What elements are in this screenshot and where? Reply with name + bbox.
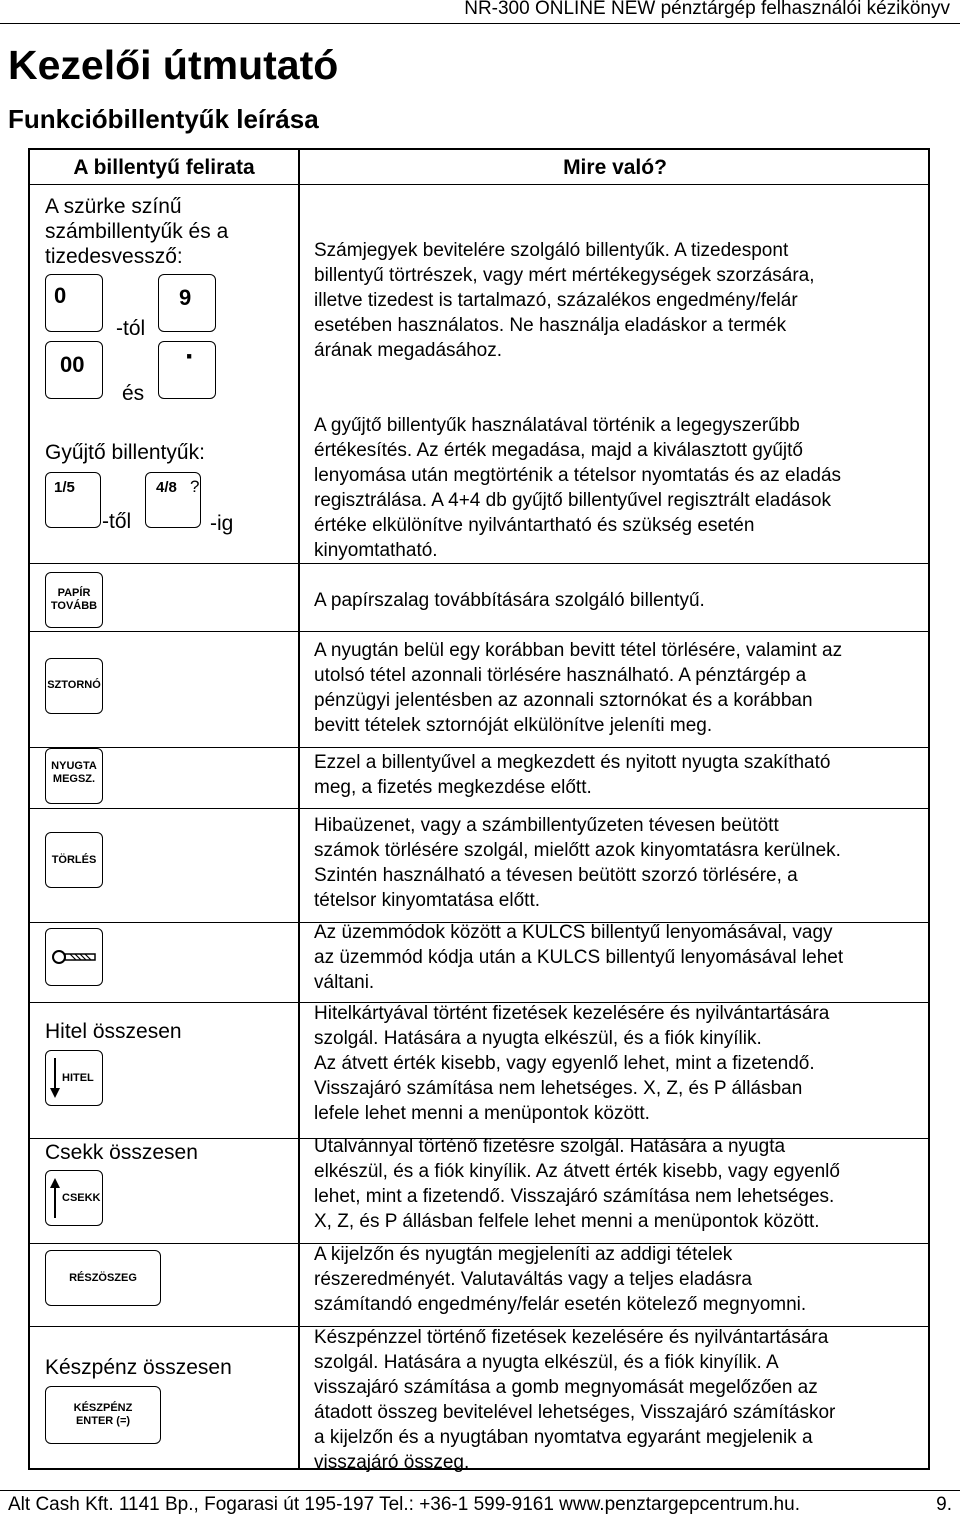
desc-line: számítandó engedmény/felár esetén kötelező megnyomni. — [314, 1294, 807, 1315]
key-9: 9 — [158, 274, 216, 332]
desc-line: elkészül, és a fiók kinyílik. Az átvett érték kisebb, vagy egyenlő — [314, 1161, 840, 1182]
footer-rule — [0, 1490, 960, 1491]
desc-line: Hibaüzenet, vagy a számbillentyűzeten tévesen beütött — [314, 815, 779, 836]
desc-line: értéke elkülönítve nyilvántartható és szükség esetén — [314, 515, 755, 536]
row-divider — [30, 747, 928, 748]
desc-line: Számjegyek bevitelére szolgáló billentyűk. A tizedespont — [314, 240, 789, 261]
desc-line: árának megadásához. — [314, 340, 503, 361]
desc-line: regisztrálása. A 4+4 db gyűjtő billentyűvel regisztrált eladások — [314, 490, 831, 511]
desc-line: meg, a fizetés megkezdése előtt. — [314, 777, 592, 798]
desc-line: Visszajáró számítása nem lehetséges. X, Z, és P állásban — [314, 1078, 803, 1099]
credit-key: HITEL — [45, 1050, 103, 1106]
row-label: Gyűjtő billentyűk: — [45, 441, 205, 464]
desc-line: szolgál. Hatására a nyugta elkészül, és a fiók kinyílik. — [314, 1028, 762, 1049]
desc-line: értékesítés. Az érték megadása, majd a kiválasztott gyűjtő — [314, 440, 803, 461]
desc-line: részeredményét. Valutaváltás vagy a teljes eladásra — [314, 1269, 752, 1290]
row-label-line: tizedesvessző: — [45, 245, 183, 268]
paper-feed-key: PAPÍR TOVÁBB — [45, 572, 103, 628]
key-question-mark: ? — [190, 477, 200, 496]
desc-line: X, Z, és P állásban felfele lehet menni a menüpontok között. — [314, 1211, 820, 1232]
page-title: Kezelői útmutató — [8, 42, 339, 88]
desc-line: kinyomtatható. — [314, 540, 438, 561]
desc-line: Ezzel a billentyűvel a megkezdett és nyitott nyugta szakítható — [314, 752, 831, 773]
desc-line: A papírszalag továbbítására szolgáló billentyű. — [314, 590, 705, 611]
desc-line: esetében használatos. Ne használja eladáskor a termék — [314, 315, 787, 336]
key-decimal-point: · — [158, 341, 216, 399]
desc-line: lefele lehet menni a menüpontok között. — [314, 1103, 650, 1124]
row-label-line: A szürke színű — [45, 195, 182, 218]
desc-line: A gyűjtő billentyűk használatával történik a legegyszerűbb — [314, 415, 800, 436]
desc-line: tételsor kinyomtatása előtt. — [314, 890, 540, 911]
row-divider — [30, 563, 928, 564]
page-number: 9. — [936, 1494, 952, 1515]
cash-enter-key: KÉSZPÉNZ ENTER (=) — [45, 1386, 161, 1444]
arrow-up-icon — [48, 1176, 62, 1220]
desc-line: A nyugtán belül egy korábban bevitt tétel törlésére, valamint az — [314, 640, 843, 661]
key-mode-key — [45, 928, 103, 986]
desc-line: billentyű törtrészek, vagy mért mértékegységek szorzására, — [314, 265, 815, 286]
key-icon — [46, 929, 102, 985]
key-4-8: 4/8 — [145, 472, 201, 528]
subtotal-key: RÉSZÖSZEG — [45, 1250, 161, 1306]
desc-line: lenyomása után megtörténik a tételsor nyomtatás és az eladás — [314, 465, 842, 486]
desc-line: bevitt tételek sztornóját elkülönítve jeleníti meg. — [314, 715, 713, 736]
row-label-line: számbillentyűk és a — [45, 220, 229, 243]
desc-line: pénzügyi jelentésben az azonnali sztornókat és a korábban — [314, 690, 813, 711]
running-header: NR-300 ONLINE NEW pénztárgép felhasználói kézikönyv — [464, 0, 950, 19]
key-0: 0 — [45, 274, 103, 332]
receipt-cancel-key: NYUGTA MEGSZ. — [45, 748, 103, 804]
key-00: 00 — [45, 341, 103, 399]
desc-line: az üzemmód kódja után a KULCS billentyű lenyomásával lehet — [314, 947, 844, 968]
function-keys-table — [28, 148, 930, 1473]
column-divider — [298, 150, 300, 1468]
desc-line: Hitelkártyával történt fizetések kezelésére és nyilvántartására — [314, 1003, 830, 1024]
desc-line: váltani. — [314, 972, 375, 993]
key-range-tol: -től — [102, 510, 132, 533]
clear-key: TÖRLÉS — [45, 832, 103, 888]
desc-line: Készpénzzel történő fizetések kezelésére és nyilvántartására — [314, 1327, 829, 1348]
header-rule — [0, 23, 960, 24]
desc-line: Az üzemmódok között a KULCS billentyű lenyomásával, vagy — [314, 922, 833, 943]
desc-line: A kijelzőn és nyugtán megjeleníti az addigi tételek — [314, 1244, 733, 1265]
desc-line: Az átvett érték kisebb, vagy egyenlő lehet, mint a fizetendő. — [314, 1053, 815, 1074]
key-range-es: és — [122, 382, 145, 405]
desc-line: Szintén használható a tévesen beütött szorzó törlésére, a — [314, 865, 798, 886]
desc-line: a kijelzőn és a nyugtában nyomtatva egyaránt megjelenik a — [314, 1427, 813, 1448]
row-divider — [30, 808, 928, 809]
row-label: Csekk összesen — [45, 1141, 198, 1164]
void-key: SZTORNÓ — [45, 658, 103, 714]
desc-line: illetve tizedest is tartalmazó, százalékos engedmény/felár — [314, 290, 798, 311]
desc-line: utolsó tétel azonnali törlésére használható. A pénztárgép a — [314, 665, 807, 686]
section-subtitle: Funkcióbillentyűk leírása — [8, 104, 319, 134]
desc-line: visszajáró számítása a gomb megnyomását megelőzően az — [314, 1377, 818, 1398]
desc-line: Utalvánnyal történő fizetésre szolgál. Hatására a nyugta — [314, 1136, 786, 1157]
desc-line: számok törlésére szolgál, mielőtt azok kinyomtatásra kerülnek. — [314, 840, 841, 861]
key-1-5: 1/5 — [45, 472, 101, 528]
desc-line: szolgál. Hatására a nyugta elkészül, és a fiók kinyílik. A — [314, 1352, 779, 1373]
desc-line: átadott összeg bevitelével lehetséges, Visszajáró számításkor — [314, 1402, 836, 1423]
col2-header: Mire való? — [563, 156, 667, 179]
desc-line: lehet, mint a fizetendő. Visszajáró számítása nem lehetséges. — [314, 1186, 835, 1207]
arrow-down-icon — [48, 1056, 62, 1100]
key-range-tol: -tól — [116, 317, 146, 340]
row-divider — [30, 184, 928, 185]
key-range-ig: -ig — [210, 512, 234, 535]
row-label: Készpénz összesen — [45, 1356, 232, 1379]
row-label: Hitel összesen — [45, 1020, 182, 1043]
desc-line: visszajáró összeg. — [314, 1452, 470, 1473]
row-divider — [30, 631, 928, 632]
page-footer: Alt Cash Kft. 1141 Bp., Fogarasi út 195-197 Tel.: +36-1 599-9161 www.penztargepcentrum.hu. — [8, 1494, 800, 1515]
col1-header: A billentyű felirata — [73, 156, 255, 179]
check-key: CSEKK — [45, 1170, 103, 1226]
